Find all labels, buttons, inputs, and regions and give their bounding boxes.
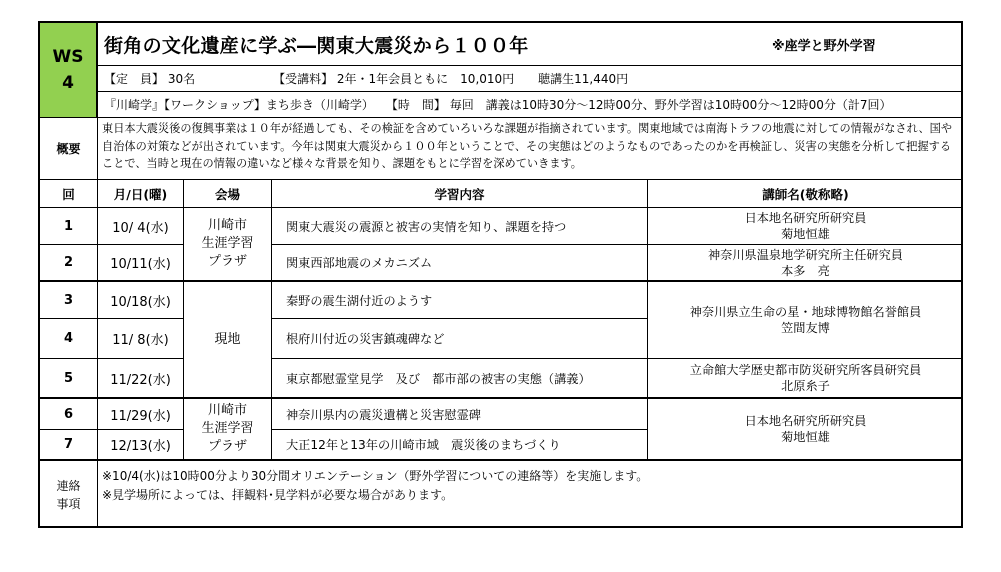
lecturer-name: 本多 亮 <box>781 263 830 278</box>
session-date: 11/29(水) <box>98 399 184 430</box>
venue-line: 生涯学習 <box>201 421 254 436</box>
session-date: 12/13(水) <box>98 430 184 461</box>
ws-badge <box>40 23 98 118</box>
lecturer-cell <box>648 359 963 399</box>
notes-label-line: 連絡 <box>56 478 81 493</box>
session-number: 4 <box>40 319 98 359</box>
venue-onsite: 現地 <box>184 282 272 399</box>
venue-line: 川崎市 <box>207 403 247 418</box>
lecturer-cell <box>648 282 963 359</box>
session-content: 関東大震災の震源と被害の実情を知り、課題を持つ <box>272 208 648 245</box>
session-date: 11/ 8(水) <box>98 319 184 359</box>
lecturer-cell <box>648 208 963 245</box>
course-sheet <box>38 21 963 528</box>
venue-kawasaki-plaza <box>184 208 272 282</box>
venue-line: 川崎市 <box>207 218 247 233</box>
session-number: 1 <box>40 208 98 245</box>
lecturer-name: 笠間友博 <box>781 321 830 335</box>
venue-kawasaki-plaza <box>184 399 272 461</box>
header-venue: 会場 <box>184 180 272 208</box>
session-date: 10/ 4(水) <box>98 208 184 245</box>
lecturer-cell <box>648 245 963 282</box>
session-date: 10/11(水) <box>98 245 184 282</box>
notes-text <box>98 461 963 528</box>
note-line: ※10/4(水)は10時00分より30分間オリエンテーション（野外学習についての連絡等）を実施します。 <box>102 468 649 483</box>
venue-line: 生涯学習 <box>201 236 254 251</box>
lecturer-name: 菊地恒雄 <box>781 227 830 241</box>
lecturer-affiliation: 神奈川県温泉地学研究所主任研究員 <box>708 247 903 262</box>
notes-label-line: 事項 <box>56 496 81 511</box>
lecturer-name: 北原糸子 <box>781 379 830 393</box>
lecturer-name: 菊地恒雄 <box>781 430 830 444</box>
course-format-note: ※座学と野外学習 <box>772 39 876 54</box>
ws-code: WS <box>52 47 84 67</box>
lecturer-affiliation: 日本地名研究所研究員 <box>744 211 867 225</box>
course-title-row <box>98 23 963 66</box>
session-number: 6 <box>40 399 98 430</box>
category-time-line: 『川崎学』【ワークショップ】まち歩き（川崎学） 【時 間】 毎回 講義は10時30分～12時00分、野外学習は10時00分～12時00分（計7回） <box>98 92 963 118</box>
overview-text: 東日本大震災後の復興事業は１０年が経過しても、その検証を含めていろいろな課題が指摘されています。関東地域では南海トラフの地震に対しての情報がなされ、国や自治体の対策などが出されています。今年は関東大震災から１００年ということで、その実態はどのようなものであったのかを再検証し、災害の実態を分析して把握することで、当時と現在の情報の違いなど様々な背景を知り、課題をもとに学習を深めていきます。 <box>98 118 963 180</box>
header-lecturer: 講師名(敬称略) <box>648 180 963 208</box>
session-number: 2 <box>40 245 98 282</box>
session-number: 3 <box>40 282 98 319</box>
session-content: 東京都慰霊堂見学 及び 都市部の被害の実態（講義） <box>272 359 648 399</box>
lecturer-affiliation: 立命館大学歴史都市防災研究所客員研究員 <box>689 363 922 377</box>
header-date: 月/日(曜) <box>98 180 184 208</box>
lecturer-affiliation: 神奈川県立生命の星・地球博物館名誉館員 <box>689 305 922 319</box>
session-content: 秦野の震生湖付近のようす <box>272 282 648 319</box>
session-content: 大正12年と13年の川崎市域 震災後のまちづくり <box>272 430 648 461</box>
capacity-fee-line: 【定 員】 30名 【受講料】 2年・1年会員ともに 10,010円 聴講生11,440円 <box>98 66 963 92</box>
session-content: 根府川付近の災害鎮魂碑など <box>272 319 648 359</box>
notes-label <box>40 461 98 528</box>
session-date: 10/18(水) <box>98 282 184 319</box>
venue-line: プラザ <box>207 439 247 454</box>
session-content: 関東西部地震のメカニズム <box>272 245 648 282</box>
lecturer-cell <box>648 399 963 461</box>
overview-label: 概要 <box>40 118 98 180</box>
lecturer-affiliation: 日本地名研究所研究員 <box>744 414 867 428</box>
session-date: 11/22(水) <box>98 359 184 399</box>
header-content: 学習内容 <box>272 180 648 208</box>
ws-number: 4 <box>62 73 74 93</box>
note-line: ※見学場所によっては、拝観料･見学料が必要な場合があります。 <box>102 487 454 502</box>
header-session: 回 <box>40 180 98 208</box>
session-number: 5 <box>40 359 98 399</box>
session-number: 7 <box>40 430 98 461</box>
venue-line: プラザ <box>207 254 247 269</box>
course-title: 街角の文化遺産に学ぶ―関東大震災から１００年 <box>104 34 529 57</box>
session-content: 神奈川県内の震災遺構と災害慰霊碑 <box>272 399 648 430</box>
